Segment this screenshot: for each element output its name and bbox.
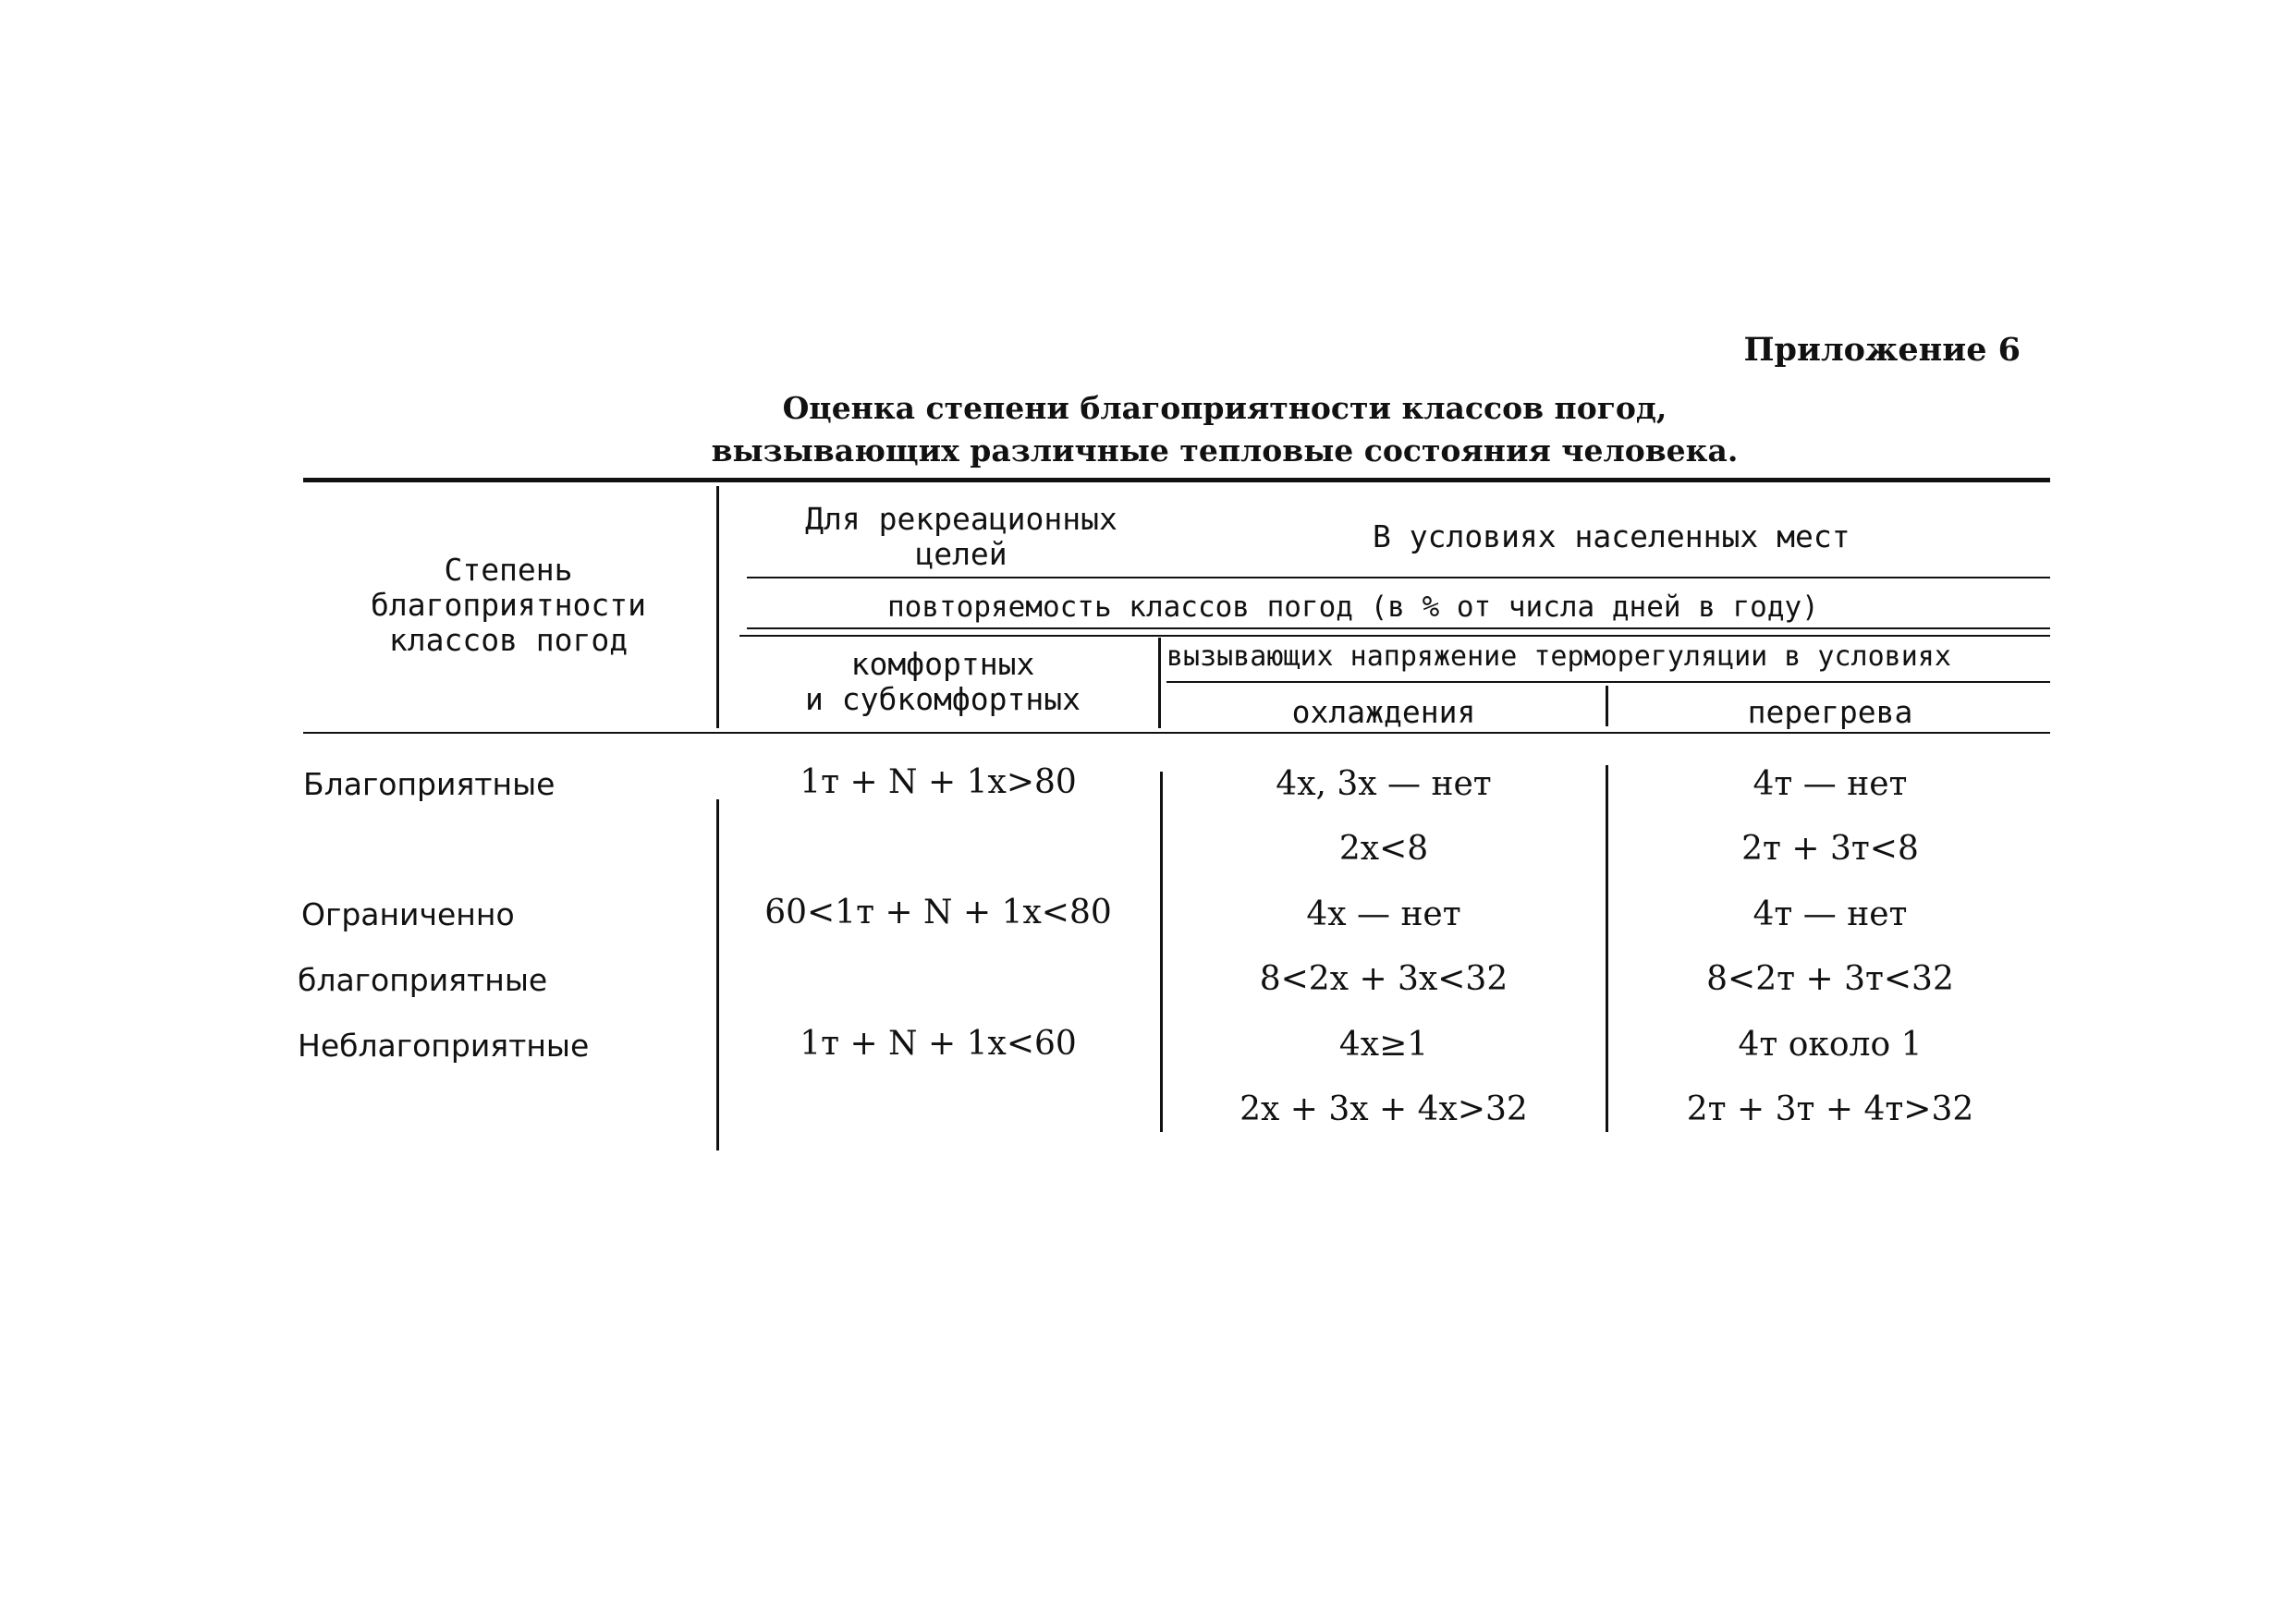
col1-header-line-3: классов погод xyxy=(388,622,629,658)
limited-cooling-value-1: 4х — нет xyxy=(1306,895,1461,933)
row-label-limited-line-2: благоприятные xyxy=(298,962,548,998)
col-divider-2-header xyxy=(1158,638,1161,728)
repeatability-header: повторяемость классов погод (в % от числа дней в году) xyxy=(887,590,1819,624)
unfavorable-cooling-value-1: 4х≥1 xyxy=(1338,1026,1429,1064)
appendix-label: Приложение 6 xyxy=(1743,331,2021,369)
favorable-overheating-value-2: 2т + 3т<8 xyxy=(1741,830,1919,868)
favorable-cooling-value-2: 2х<8 xyxy=(1338,830,1429,868)
comfort-header-line-1: комфортных xyxy=(850,646,1035,682)
rule-under-settlements xyxy=(747,577,2050,578)
row-label-limited-line-1: Ограниченно xyxy=(301,896,515,932)
limited-overheating-value-1: 4т — нет xyxy=(1753,895,1908,933)
favorable-cooling-value-1: 4х, 3х — нет xyxy=(1276,765,1492,803)
rule-under-repeatability-top xyxy=(747,627,2050,629)
overheating-header: перегрева xyxy=(1747,694,1913,730)
unfavorable-overheating-value-2: 2т + 3т + 4т>32 xyxy=(1686,1090,1974,1128)
col1-header-line-1: Степень xyxy=(444,552,573,588)
col-divider-3-header xyxy=(1606,686,1608,726)
cooling-header: охлаждения xyxy=(1291,694,1476,730)
row-label-unfavorable: Неблагоприятные xyxy=(298,1028,590,1064)
recreational-header-line-2: целей xyxy=(915,536,1008,572)
col-divider-1-body xyxy=(716,799,719,1150)
rule-under-stress xyxy=(1166,681,2050,683)
comfort-header-line-2: и субкомфортных xyxy=(804,681,1081,717)
table-top-rule xyxy=(303,478,2050,482)
row-label-favorable: Благоприятные xyxy=(303,766,556,802)
table-title-line-2: вызывающих различные тепловые состояния человека. xyxy=(711,432,1739,469)
comfort-header xyxy=(739,647,1146,717)
recreational-header-line-1: Для рекреационных xyxy=(805,501,1117,537)
col1-header xyxy=(314,553,702,658)
settlements-header: В условиях населенных мест xyxy=(1373,518,1850,554)
stress-header: вызывающих напряжение терморегуляции в условиях xyxy=(1166,640,1951,673)
limited-overheating-value-2: 8<2т + 3т<32 xyxy=(1706,960,1954,998)
table-title-line-1: Оценка степени благоприятности классов погод, xyxy=(782,390,1667,426)
recreational-header xyxy=(739,502,1183,572)
limited-recreational-value: 60<1т + N + 1х<80 xyxy=(764,894,1112,931)
unfavorable-recreational-value: 1т + N + 1х<60 xyxy=(800,1025,1077,1063)
col-divider-3-body xyxy=(1606,765,1608,1132)
favorable-overheating-value-1: 4т — нет xyxy=(1753,765,1908,803)
col-divider-1 xyxy=(716,486,719,728)
unfavorable-overheating-value-1: 4т около 1 xyxy=(1738,1026,1923,1064)
col-divider-2-body xyxy=(1160,772,1163,1132)
limited-cooling-value-2: 8<2х + 3х<32 xyxy=(1259,960,1508,998)
header-bottom-rule xyxy=(303,732,2050,734)
rule-under-repeatability-bottom xyxy=(739,635,2050,637)
favorable-recreational-value: 1т + N + 1х>80 xyxy=(800,763,1077,801)
unfavorable-cooling-value-2: 2х + 3х + 4х>32 xyxy=(1240,1090,1528,1128)
col1-header-line-2: благоприятности xyxy=(370,587,646,623)
